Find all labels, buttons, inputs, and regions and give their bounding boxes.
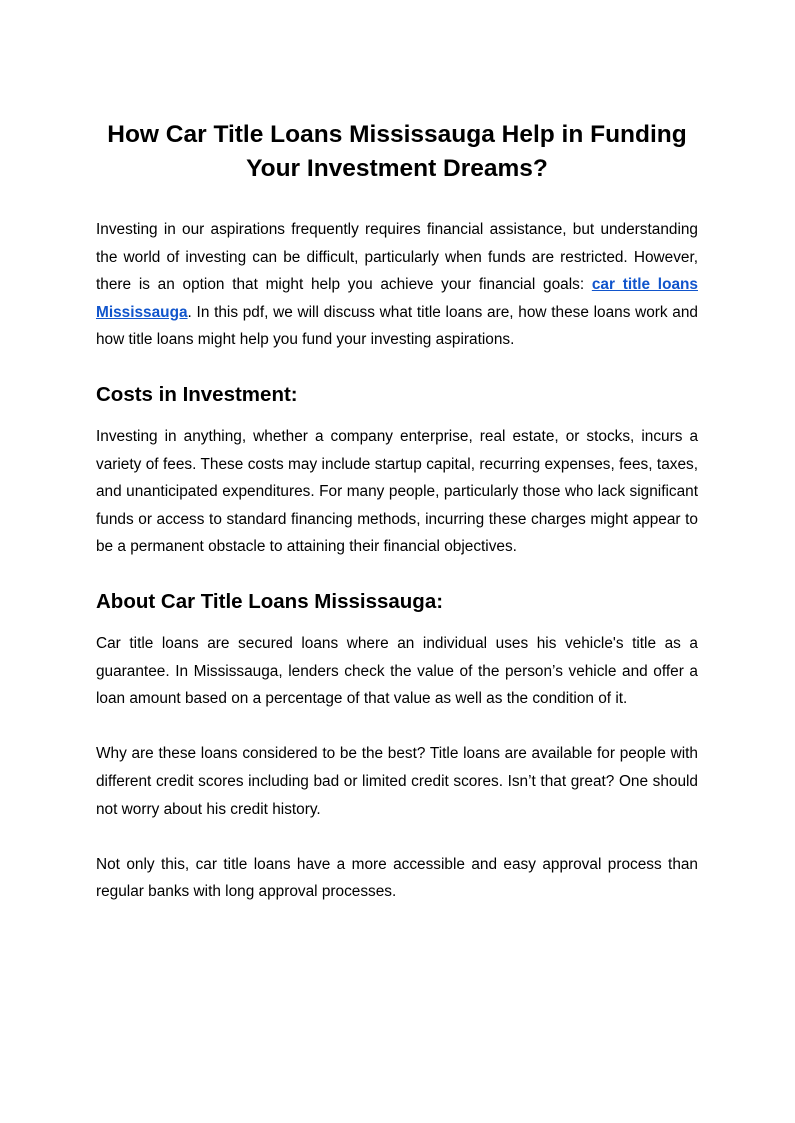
spacer xyxy=(96,354,698,381)
about-heading: About Car Title Loans Mississauga: xyxy=(96,589,444,613)
costs-heading: Costs in Investment: xyxy=(96,382,298,406)
intro-text-after-link: . In this pdf, we will discuss what title loans are, how these loans work and how title loans might help you fund your investing aspirations. xyxy=(96,303,698,349)
spacer xyxy=(96,823,698,851)
document-body xyxy=(96,118,698,906)
spacer xyxy=(96,561,698,588)
intro-paragraph xyxy=(96,216,698,354)
spacer xyxy=(96,616,698,630)
spacer xyxy=(96,186,698,216)
car-title-loans-link[interactable]: car title loans Mississauga xyxy=(96,276,698,321)
about-paragraph-1: Car title loans are secured loans where an individual uses his vehicle's title as a guarantee. In Mississauga, lenders check the value of the person’s vehicle and offer a loan amount based on a percentage of that value as well as the condition of it. xyxy=(96,634,698,708)
costs-paragraph: Investing in anything, whether a company enterprise, real estate, or stocks, incurs a variety of fees. These costs may include startup capital, recurring expenses, fees, taxes, and unanticipated expenditures. For many people, particularly those who lack significant funds or access to standard financing methods, incurring these charges might appear to be a permanent obstacle to attaining their financial objectives. xyxy=(96,427,698,556)
spacer xyxy=(96,713,698,741)
document-title: How Car Title Loans Mississauga Help in Funding Your Investment Dreams? xyxy=(107,121,687,182)
intro-text-before-link: Investing in our aspirations frequently requires financial assistance, but understanding the world of investing can be difficult, particularly when funds are restricted. However, there is an option that might help you achieve your financial goals: xyxy=(96,221,698,294)
about-paragraph-2: Why are these loans considered to be the best? Title loans are available for people with different credit scores including bad or limited credit scores. Isn’t that great? One should not worry about his credit history. xyxy=(96,745,698,818)
about-paragraph-3: Not only this, car title loans have a more accessible and easy approval process than regular banks with long approval processes. xyxy=(96,855,698,901)
spacer xyxy=(96,409,698,423)
